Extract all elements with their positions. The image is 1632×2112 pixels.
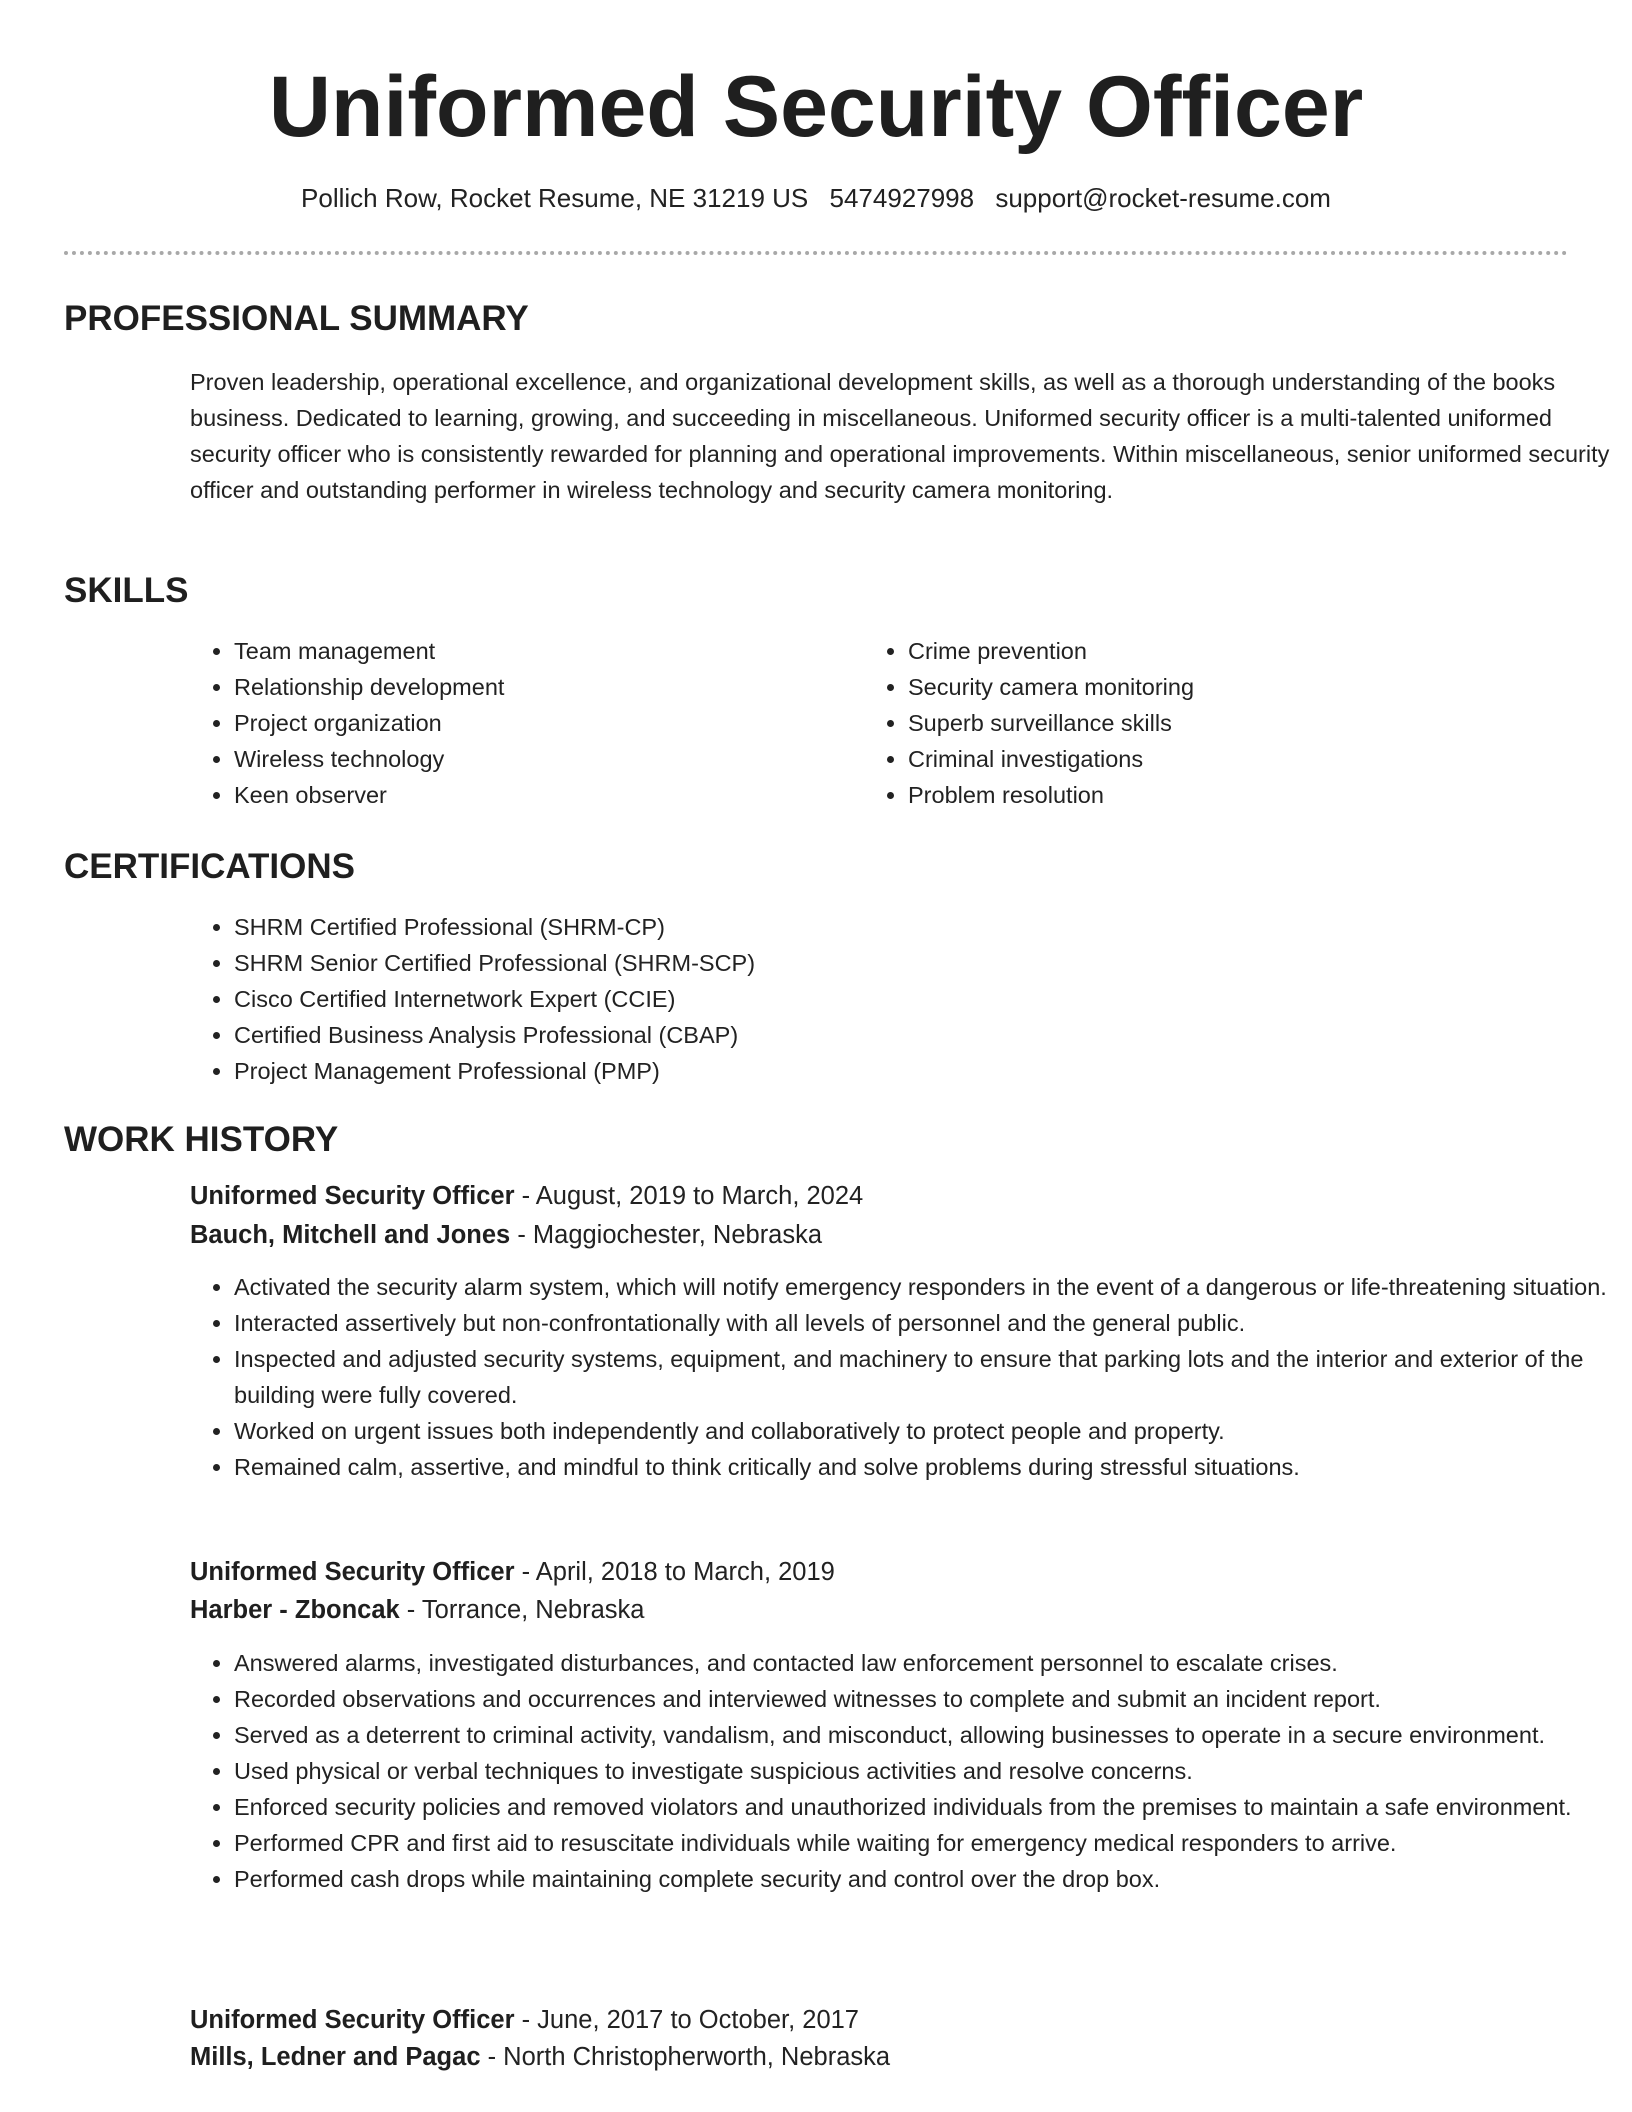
skill-item: • Criminal investigations xyxy=(908,741,1508,777)
job-bullet: • Worked on urgent issues both independently and collaboratively to protect people and property. xyxy=(234,1413,1614,1449)
skills-list-right xyxy=(864,633,1508,813)
skill-item: • Security camera monitoring xyxy=(908,669,1508,705)
page-title: Uniformed Security Officer xyxy=(268,59,1364,155)
job-bullet: • Performed CPR and first aid to resuscitate individuals while waiting for emergency medical responders to arrive. xyxy=(234,1825,1614,1861)
job-bullet: • Answered alarms, investigated disturbances, and contacted law enforcement personnel to escalate crises. xyxy=(234,1645,1614,1681)
job-title-line xyxy=(190,1178,863,1214)
skill-item: • Relationship development xyxy=(234,669,834,705)
job-company: Mills, Ledner and Pagac xyxy=(190,2043,481,2071)
job-location: - Maggiochester, Nebraska xyxy=(510,1221,823,1249)
skills-list-left xyxy=(190,633,834,813)
job-role: Uniformed Security Officer xyxy=(190,1182,515,1210)
skill-item: • Superb surveillance skills xyxy=(908,705,1508,741)
section-title-summary: PROFESSIONAL SUMMARY xyxy=(64,299,529,338)
skill-item: • Wireless technology xyxy=(234,741,834,777)
job-company-line xyxy=(190,2039,890,2075)
certification-item: • Project Management Professional (PMP) xyxy=(234,1053,1434,1089)
job-title-line xyxy=(190,2002,859,2038)
job-location: - North Christopherworth, Nebraska xyxy=(480,2043,891,2071)
section-title-skills: SKILLS xyxy=(64,571,189,610)
job-company-line xyxy=(190,1217,822,1253)
certification-item: • SHRM Senior Certified Professional (SHRM-SCP) xyxy=(234,945,1434,981)
header-divider xyxy=(64,251,1568,255)
job-bullets xyxy=(190,1645,1614,1897)
skill-item: • Problem resolution xyxy=(908,777,1508,813)
contact-phone: 5474927998 xyxy=(829,183,975,213)
skill-item: • Keen observer xyxy=(234,777,834,813)
job-title-line xyxy=(190,1554,835,1590)
contact-line xyxy=(64,180,1568,216)
certification-item: • SHRM Certified Professional (SHRM-CP) xyxy=(234,909,1434,945)
skill-item: • Crime prevention xyxy=(908,633,1508,669)
job-bullet: • Enforced security policies and removed violators and unauthorized individuals from the premises to maintain a safe environment. xyxy=(234,1789,1614,1825)
job-bullet: • Used physical or verbal techniques to investigate suspicious activities and resolve concerns. xyxy=(234,1753,1614,1789)
contact-email: support@rocket-resume.com xyxy=(995,183,1331,213)
job-dates: - April, 2018 to March, 2019 xyxy=(514,1558,835,1586)
contact-address: Pollich Row, Rocket Resume, NE 31219 US xyxy=(301,183,809,213)
job-bullet: • Interacted assertively but non-confrontationally with all levels of personnel and the general public. xyxy=(234,1305,1614,1341)
job-company: Harber - Zboncak xyxy=(190,1596,400,1624)
job-bullet: • Remained calm, assertive, and mindful to think critically and solve problems during stressful situations. xyxy=(234,1449,1614,1485)
job-role: Uniformed Security Officer xyxy=(190,2006,515,2034)
skill-item: • Project organization xyxy=(234,705,834,741)
job-bullet: • Inspected and adjusted security systems, equipment, and machinery to ensure that parking lots and the interior and exterior of the building were fully covered. xyxy=(234,1341,1614,1413)
job-bullets xyxy=(190,1269,1614,1485)
section-title-work-history: WORK HISTORY xyxy=(64,1120,339,1159)
job-dates: - August, 2019 to March, 2024 xyxy=(514,1182,864,1210)
job-bullet: • Performed cash drops while maintaining complete security and control over the drop box. xyxy=(234,1861,1614,1897)
job-location: - Torrance, Nebraska xyxy=(399,1596,645,1624)
job-bullet: • Activated the security alarm system, which will notify emergency responders in the event of a dangerous or life-threatening situation. xyxy=(234,1269,1614,1305)
certifications-list xyxy=(190,909,1434,1089)
job-bullet: • Recorded observations and occurrences and interviewed witnesses to complete and submit an incident report. xyxy=(234,1681,1614,1717)
job-bullet: • Served as a deterrent to criminal activity, vandalism, and misconduct, allowing businesses to operate in a secure environment. xyxy=(234,1717,1614,1753)
certification-item: • Certified Business Analysis Professional (CBAP) xyxy=(234,1017,1434,1053)
job-company-line xyxy=(190,1592,644,1628)
section-title-certifications: CERTIFICATIONS xyxy=(64,847,356,886)
skill-item: • Team management xyxy=(234,633,834,669)
job-dates: - June, 2017 to October, 2017 xyxy=(514,2006,859,2034)
job-company: Bauch, Mitchell and Jones xyxy=(190,1221,511,1249)
certification-item: • Cisco Certified Internetwork Expert (CCIE) xyxy=(234,981,1434,1017)
summary-text: Proven leadership, operational excellence, and organizational development skills, as well as a thorough understanding of the books business. Dedicated to learning, growing, and succeeding in miscellaneous. Uniformed security officer is a multi-talented uniformed security officer who is consistently rewarded for planning and operational improvements. Within miscellaneous, senior uniformed security officer and outstanding performer in wireless technology and security camera monitoring. xyxy=(190,369,1610,503)
job-role: Uniformed Security Officer xyxy=(190,1558,515,1586)
